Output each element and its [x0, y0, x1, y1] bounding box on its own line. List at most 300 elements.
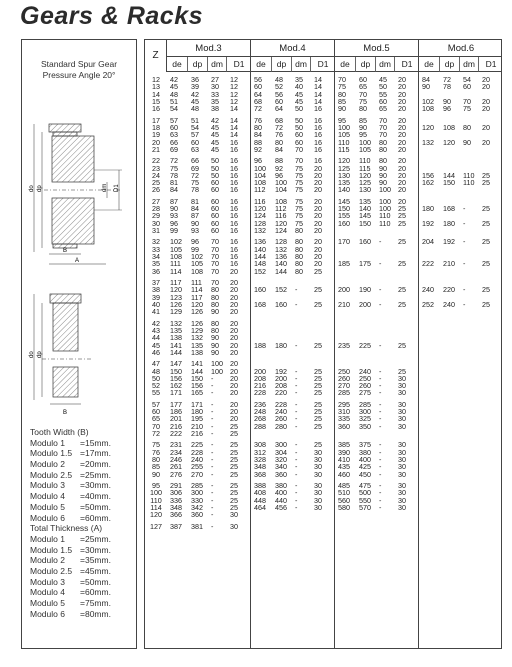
z-cell: 28 [152, 204, 160, 214]
table-cell: 306 [170, 488, 182, 498]
z-cell: 15 [152, 96, 160, 106]
table-cell: 368 [254, 469, 266, 479]
table-cell: 90 [379, 163, 387, 173]
table-cell: 20 [482, 104, 490, 114]
table-cell: 30 [314, 488, 322, 498]
table-cell: 240 [191, 455, 203, 464]
table-cell: 156 [170, 373, 182, 383]
table-cell: 20 [230, 414, 238, 424]
table-cell: 80 [338, 89, 346, 99]
table-cell: 156 [422, 170, 434, 180]
table-cell: - [211, 381, 214, 391]
table-cell: 20 [314, 170, 322, 180]
table-cell: 112 [254, 185, 266, 195]
table-cell: 75 [338, 82, 346, 92]
table-cell: 20 [230, 359, 238, 369]
table-cell: 99 [170, 226, 178, 235]
table-cell: 54 [170, 104, 178, 114]
spec-value: =75mm. [80, 598, 111, 608]
table-cell: 150 [170, 366, 182, 376]
table-cell: - [211, 488, 214, 498]
table-cell: 20 [230, 373, 238, 383]
a-label: A [75, 258, 80, 264]
table-cell: 30 [398, 373, 406, 383]
table-cell: - [379, 455, 382, 464]
table-cell: 25 [482, 178, 490, 188]
table-cell: - [295, 381, 298, 391]
table-cell: 200 [275, 373, 287, 383]
table-cell: 110 [338, 137, 350, 147]
table-cell: 96 [254, 156, 262, 166]
table-cell: 300 [275, 440, 287, 450]
table-cell: 14 [230, 104, 238, 114]
table-cell: 20 [314, 185, 322, 195]
table-cell: 68 [275, 115, 283, 125]
table-cell: 228 [191, 447, 203, 457]
spec-line [30, 491, 111, 502]
table-cell: - [379, 388, 382, 398]
table-cell: 72 [443, 75, 451, 84]
table-cell: 16 [314, 144, 322, 154]
table-cell: 30 [230, 521, 238, 531]
table-cell: 108 [254, 178, 266, 188]
table-cell: 42 [191, 89, 199, 99]
table-cell: 110 [463, 178, 475, 188]
table-cell: - [379, 399, 382, 409]
table-cell: 25 [314, 388, 322, 398]
spec-value: =15mm. [80, 437, 111, 448]
table-cell: 335 [338, 414, 350, 424]
spec-value: =30mm. [80, 480, 111, 491]
b-label: B [63, 248, 68, 254]
table-cell: 50 [211, 170, 219, 180]
table-cell: 20 [230, 407, 238, 417]
table-cell: 20 [314, 218, 322, 228]
table-cell: 375 [359, 440, 371, 450]
table-cell: 210 [443, 259, 455, 269]
table-cell: 60 [211, 211, 219, 221]
table-cell: 160 [254, 285, 266, 295]
table-cell: 25 [230, 488, 238, 498]
table-cell: 36 [191, 75, 199, 84]
table-cell: 312 [254, 447, 266, 457]
table-cell: 20 [482, 137, 490, 147]
spec-line [30, 577, 111, 588]
table-cell: 70 [211, 252, 219, 261]
table-cell: 20 [314, 226, 322, 235]
table-cell: 280 [275, 421, 287, 431]
table-cell: - [463, 285, 466, 295]
spec-list [30, 427, 111, 619]
table-cell: 20 [230, 381, 238, 391]
table-cell: - [211, 455, 214, 464]
spec-line [30, 523, 111, 534]
table-cell: 156 [191, 381, 203, 391]
spec-value: =25mm. [80, 469, 111, 480]
table-cell: 25 [482, 285, 490, 295]
table-cell: 100 [379, 204, 391, 214]
table-cell: 25 [398, 204, 406, 214]
table-cell: 92 [275, 163, 283, 173]
table-cell: 70 [379, 115, 387, 125]
z-cell: 27 [152, 196, 160, 206]
table-cell: 30 [211, 82, 219, 92]
table-cell: - [295, 373, 298, 383]
spec-value: =30mm. [80, 544, 111, 555]
table-cell: 25 [398, 211, 406, 221]
table-cell: 100 [338, 122, 350, 132]
table-cell: 234 [170, 447, 182, 457]
do-label: do [29, 185, 35, 192]
table-cell: 320 [275, 455, 287, 464]
table-cell: 116 [254, 196, 266, 206]
table-cell: 63 [170, 130, 178, 140]
table-cell: 45 [295, 96, 303, 106]
table-cell: 20 [314, 163, 322, 173]
table-cell: 160 [338, 218, 350, 228]
table-cell: 80 [295, 237, 303, 247]
table-cell: - [211, 521, 214, 531]
table-cell: 136 [254, 237, 266, 247]
sub-header-de: de [419, 57, 440, 72]
table-cell: 30 [398, 399, 406, 409]
table-cell: 25 [482, 204, 490, 214]
table-cell: 20 [314, 252, 322, 261]
z-cell: 18 [152, 122, 160, 132]
table-cell: 200 [338, 285, 350, 295]
table-cell: 140 [338, 185, 350, 195]
table-cell: 180 [191, 407, 203, 417]
table-cell: 20 [398, 170, 406, 180]
spec-label: Modulo 4 [30, 587, 65, 598]
table-cell: 204 [422, 237, 434, 247]
table-cell: 440 [275, 495, 287, 505]
table-cell: 20 [398, 96, 406, 106]
table-cell: 250 [338, 366, 350, 376]
table-cell: 14 [230, 122, 238, 132]
sub-header-d1: D1 [479, 57, 502, 72]
table-cell: 25 [230, 462, 238, 472]
table-cell: 114 [170, 266, 182, 276]
table-cell: 38 [211, 104, 219, 114]
table-cell: 580 [338, 502, 350, 512]
table-cell: - [211, 502, 214, 512]
table-cell: - [211, 373, 214, 383]
table-cell: - [211, 469, 214, 479]
z-cell: 50 [152, 373, 160, 383]
table-cell: 75 [359, 96, 367, 106]
table-cell: 102 [170, 237, 182, 247]
table-cell: 16 [230, 185, 238, 195]
z-cell: 48 [152, 366, 160, 376]
spec-label: Modulo 5 [30, 501, 65, 512]
table-cell: 20 [398, 137, 406, 147]
z-cell: 110 [150, 495, 162, 505]
table-cell: 14 [230, 115, 238, 125]
table-cell: 380 [275, 481, 287, 490]
table-cell: 75 [295, 218, 303, 228]
table-cell: 380 [359, 447, 371, 457]
table-cell: - [379, 366, 382, 376]
table-cell: 348 [170, 502, 182, 512]
table-cell: 464 [254, 502, 266, 512]
table-cell: 80 [211, 325, 219, 335]
table-cell: 16 [230, 156, 238, 166]
table-cell: 25 [398, 237, 406, 247]
table-cell: 25 [398, 285, 406, 295]
table-cell: 104 [254, 170, 266, 180]
do-label-2: do [29, 351, 35, 358]
z-cell: 38 [152, 285, 160, 295]
table-cell: 310 [338, 407, 350, 417]
table-cell: 51 [170, 96, 178, 106]
table-cell: 144 [275, 266, 287, 276]
table-cell: - [463, 237, 466, 247]
sub-header-dp: dp [440, 57, 460, 72]
z-cell: 120 [150, 510, 162, 520]
table-cell: 270 [338, 381, 350, 391]
table-cell: 45 [379, 75, 387, 84]
table-cell: 100 [379, 185, 391, 195]
spec-label: Modulo 3 [30, 480, 65, 491]
table-cell: 90 [170, 204, 178, 214]
table-cell: 90 [359, 122, 367, 132]
table-cell: 30 [398, 488, 406, 498]
table-cell: 60 [275, 96, 283, 106]
table-cell: 65 [379, 104, 387, 114]
spec-value: =80mm. [80, 608, 111, 619]
table-cell: 460 [338, 469, 350, 479]
table-cell: - [295, 455, 298, 464]
table-cell: 64 [275, 104, 283, 114]
table-cell: 60 [211, 196, 219, 206]
table-cell: 20 [230, 307, 238, 317]
table-cell: 45 [211, 122, 219, 132]
table-cell: 304 [275, 447, 287, 457]
table-cell: 120 [275, 218, 287, 228]
spec-line [30, 534, 111, 545]
table-cell: 144 [191, 366, 203, 376]
table-cell: 20 [398, 104, 406, 114]
table-cell: 120 [170, 285, 182, 295]
table-cell: 80 [379, 137, 387, 147]
table-cell: 72 [191, 170, 199, 180]
table-cell: - [211, 510, 214, 520]
table-cell: 50 [295, 115, 303, 125]
table-cell: 30 [230, 510, 238, 520]
table-cell: 138 [191, 347, 203, 357]
table-cell: - [211, 407, 214, 417]
table-cell: 308 [254, 440, 266, 450]
table-cell: - [295, 388, 298, 398]
table-cell: 144 [170, 347, 182, 357]
table-cell: 102 [191, 252, 203, 261]
table-cell: 80 [359, 104, 367, 114]
z-cell: 40 [152, 299, 160, 309]
table-cell: 84 [254, 130, 262, 140]
spec-value: =20mm. [80, 459, 111, 470]
table-cell: 16 [230, 259, 238, 269]
table-cell: - [211, 495, 214, 505]
table-cell: 25 [230, 421, 238, 431]
table-cell: 132 [170, 318, 182, 328]
table-cell: 20 [314, 237, 322, 247]
table-cell: 201 [170, 414, 182, 424]
table-cell: 132 [254, 226, 266, 235]
table-cell: 25 [314, 381, 322, 391]
spec-value: =50mm. [80, 576, 111, 587]
table-cell: 25 [314, 266, 322, 276]
table-cell: 30 [398, 469, 406, 479]
table-cell: 80 [295, 259, 303, 269]
table-cell: 16 [230, 137, 238, 147]
table-cell: 14 [314, 82, 322, 92]
table-cell: 30 [314, 447, 322, 457]
table-cell: 240 [443, 299, 455, 309]
table-cell: 68 [254, 96, 262, 106]
table-cell: 20 [398, 178, 406, 188]
table-cell: 348 [254, 462, 266, 472]
mod-header: Mod.4 [251, 40, 334, 57]
table-cell: 220 [443, 285, 455, 295]
z-cell: 31 [152, 226, 160, 235]
table-cell: 30 [314, 469, 322, 479]
table-cell: 20 [230, 299, 238, 309]
table-cell: 20 [398, 115, 406, 125]
table-cell: 400 [275, 488, 287, 498]
sub-header-dm: dm [460, 57, 479, 72]
table-cell: 25 [482, 259, 490, 269]
table-cell: 16 [230, 244, 238, 254]
table-cell: 160 [275, 299, 287, 309]
table-cell: 65 [359, 82, 367, 92]
table-cell: - [211, 462, 214, 472]
spec-label: Modulo 3 [30, 576, 65, 587]
table-cell: 42 [211, 115, 219, 125]
table-cell: 16 [314, 122, 322, 132]
z-cell: 100 [150, 488, 162, 498]
sub-header-d1: D1 [227, 57, 251, 72]
table-cell: 93 [191, 226, 199, 235]
table-cell: - [463, 299, 466, 309]
table-cell: 130 [338, 170, 350, 180]
table-cell: 350 [359, 421, 371, 431]
table-cell: 20 [230, 340, 238, 350]
table-cell: 92 [254, 144, 262, 154]
table-cell: 195 [191, 414, 203, 424]
table-cell: 20 [398, 144, 406, 154]
table-cell: 75 [295, 170, 303, 180]
table-cell: 168 [443, 204, 455, 214]
table-cell: 12 [230, 89, 238, 99]
z-cell: 26 [152, 185, 160, 195]
spec-value: =45mm. [80, 565, 111, 576]
sub-header-dp: dp [356, 57, 376, 72]
table-cell: 60 [211, 218, 219, 228]
table-cell: 16 [314, 104, 322, 114]
table-cell: 66 [191, 156, 199, 166]
table-cell: 25 [230, 447, 238, 457]
sub-header-de: de [335, 57, 356, 72]
table-cell: 30 [398, 407, 406, 417]
table-cell: 90 [379, 170, 387, 180]
table-cell: 60 [191, 137, 199, 147]
table-cell: 50 [211, 163, 219, 173]
table-cell: - [379, 285, 382, 295]
table-cell: 80 [379, 156, 387, 166]
table-cell: - [295, 469, 298, 479]
table-cell: 162 [170, 381, 182, 391]
spec-line [30, 427, 111, 438]
table-cell: 20 [230, 399, 238, 409]
table-cell: 14 [230, 130, 238, 140]
table-cell: 25 [230, 502, 238, 512]
table-cell: 85 [359, 115, 367, 125]
table-cell: 235 [338, 340, 350, 350]
table-cell: 80 [295, 252, 303, 261]
table-cell: 90 [191, 218, 199, 228]
table-cell: 190 [359, 285, 371, 295]
table-cell: 340 [275, 462, 287, 472]
table-cell: 220 [275, 388, 287, 398]
z-cell: 42 [152, 318, 160, 328]
table-cell: 78 [443, 82, 451, 92]
table-cell: 285 [191, 481, 203, 490]
table-cell: 30 [398, 388, 406, 398]
table-cell: 360 [338, 421, 350, 431]
table-cell: 96 [443, 104, 451, 114]
z-cell: 127 [150, 521, 162, 531]
table-cell: 20 [398, 156, 406, 166]
table-cell: 20 [314, 204, 322, 214]
table-cell: 236 [254, 399, 266, 409]
table-cell: 25 [230, 455, 238, 464]
table-cell: 25 [314, 421, 322, 431]
z-cell: 80 [152, 455, 160, 464]
spec-label: Modulo 2.5 [30, 565, 73, 576]
table-cell: 200 [254, 366, 266, 376]
table-cell: 400 [359, 455, 371, 464]
table-cell: 30 [314, 462, 322, 472]
spec-label: Modulo 1 [30, 533, 65, 544]
table-cell: 16 [314, 156, 322, 166]
table-cell: 95 [359, 130, 367, 140]
table-cell: 129 [191, 325, 203, 335]
table-cell: - [295, 462, 298, 472]
table-cell: 25 [482, 218, 490, 228]
table-cell: 260 [275, 414, 287, 424]
table-cell: 20 [230, 292, 238, 302]
table-cell: 72 [170, 156, 178, 166]
table-cell: 84 [422, 75, 430, 84]
table-cell: 90 [211, 333, 219, 343]
table-cell: 70 [295, 144, 303, 154]
table-cell: 448 [254, 495, 266, 505]
z-cell: 24 [152, 170, 160, 180]
table-cell: - [211, 481, 214, 490]
table-cell: 140 [275, 259, 287, 269]
table-cell: 16 [230, 170, 238, 180]
table-cell: 60 [211, 226, 219, 235]
table-cell: 175 [359, 259, 371, 269]
spec-line [30, 555, 111, 566]
table-cell: 90 [463, 137, 471, 147]
table-cell: 90 [211, 340, 219, 350]
table-cell: 125 [338, 163, 350, 173]
table-cell: 30 [314, 502, 322, 512]
table-cell: 50 [211, 156, 219, 166]
table-cell: 291 [170, 481, 182, 490]
